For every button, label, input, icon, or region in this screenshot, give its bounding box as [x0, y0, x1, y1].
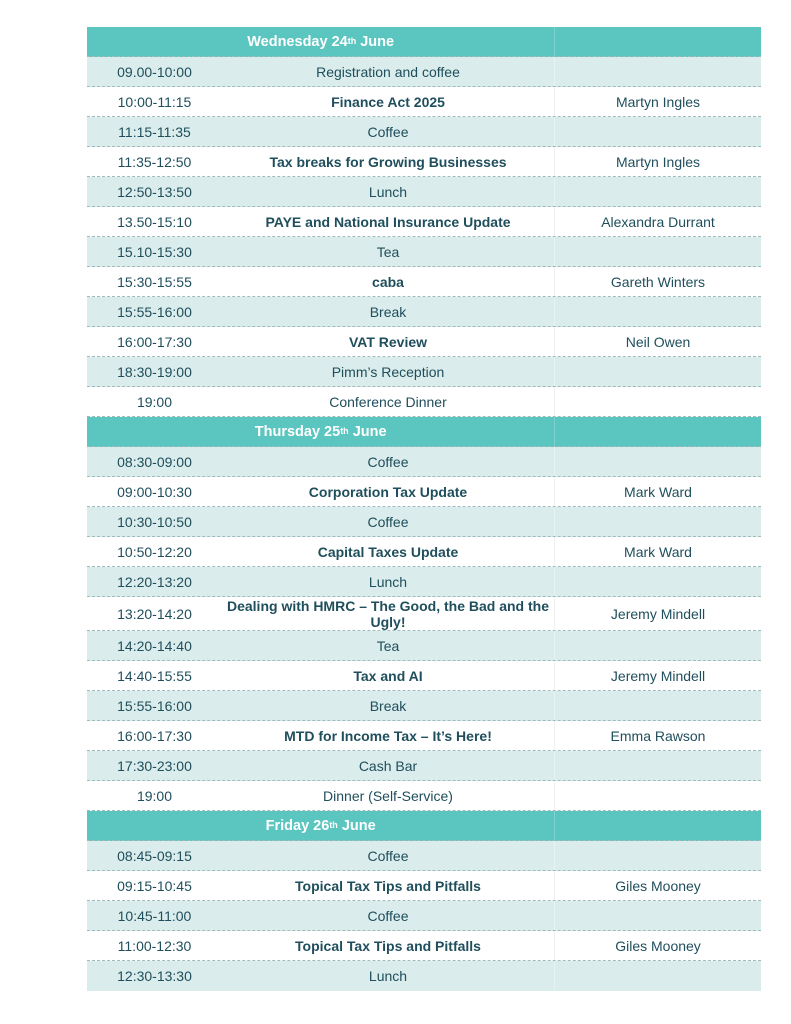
session-speaker: Martyn Ingles	[615, 153, 701, 170]
session-time: 13.50-15:10	[117, 213, 192, 230]
schedule-row	[87, 447, 761, 477]
session-title: VAT Review	[222, 327, 555, 356]
session-title: Topical Tax Tips and Pitfalls	[222, 931, 555, 960]
day-header	[87, 811, 761, 841]
session-speaker	[555, 751, 761, 780]
session-time: 11:00-12:30	[117, 937, 192, 954]
session-time: 09.00-10:00	[117, 63, 192, 80]
session-speaker: Alexandra Durrant	[601, 213, 715, 230]
session-speaker	[555, 357, 761, 386]
session-time: 19:00	[136, 393, 173, 410]
day-title: Wednesday 24 $^{th}$ June	[87, 27, 555, 56]
session-speaker: Gareth Winters	[610, 273, 706, 290]
conference-schedule-table	[87, 27, 761, 991]
session-speaker: Jeremy Mindell	[610, 605, 706, 622]
session-title: Dinner (Self-Service)	[222, 781, 555, 810]
schedule-row	[87, 721, 761, 751]
session-speaker	[555, 297, 761, 326]
session-title: Tea	[222, 631, 555, 660]
session-title: Topical Tax Tips and Pitfalls	[222, 871, 555, 900]
session-time: 18:30-19:00	[117, 363, 192, 380]
schedule-row	[87, 841, 761, 871]
day-name: Wednesday 24	[247, 33, 348, 50]
day-title: Thursday 25 $^{th}$ June	[87, 417, 555, 446]
session-time: 10:50-12:20	[117, 543, 192, 560]
schedule-row	[87, 507, 761, 537]
day-month: June	[341, 817, 376, 834]
session-title: Coffee	[222, 117, 555, 146]
header-blank-cell	[555, 811, 761, 840]
session-title: Lunch	[222, 567, 555, 596]
session-title: Tax and AI	[222, 661, 555, 690]
session-title: Dealing with HMRC – The Good, the Bad and the Ugly!	[222, 597, 555, 630]
session-time: 16:00-17:30	[117, 333, 192, 350]
session-title: Tax breaks for Growing Businesses	[222, 147, 555, 176]
session-time: 15:55-16:00	[117, 697, 192, 714]
schedule-row	[87, 631, 761, 661]
session-time: 17:30-23:00	[117, 757, 192, 774]
session-time: 15:55-16:00	[117, 303, 192, 320]
schedule-row	[87, 781, 761, 811]
session-speaker: Mark Ward	[624, 483, 692, 500]
schedule-row	[87, 871, 761, 901]
session-time: 14:40-15:55	[117, 667, 192, 684]
session-title: Capital Taxes Update	[222, 537, 555, 566]
schedule-row	[87, 237, 761, 267]
schedule-row	[87, 661, 761, 691]
session-time: 12:30-13:30	[117, 968, 192, 984]
session-time: 15:30-15:55	[117, 273, 192, 290]
session-time: 11:15-11:35	[118, 123, 191, 140]
session-speaker: Emma Rawson	[610, 727, 706, 744]
session-time: 08:45-09:15	[117, 847, 192, 864]
session-time: 08:30-09:00	[117, 453, 192, 470]
schedule-row	[87, 117, 761, 147]
session-title: PAYE and National Insurance Update	[222, 207, 555, 236]
schedule-row	[87, 901, 761, 931]
session-speaker	[555, 57, 761, 86]
session-time: 09:15-10:45	[117, 877, 192, 894]
session-speaker: Giles Mooney	[615, 937, 701, 954]
session-speaker: Mark Ward	[624, 543, 692, 560]
header-blank-cell	[555, 417, 761, 446]
session-speaker	[555, 117, 761, 146]
schedule-row	[87, 147, 761, 177]
session-title: Break	[222, 691, 555, 720]
schedule-row	[87, 477, 761, 507]
session-title: Coffee	[222, 507, 555, 536]
session-title: Cash Bar	[222, 751, 555, 780]
day-month: June	[360, 33, 395, 50]
session-speaker	[555, 567, 761, 596]
session-time: 13:20-14:20	[117, 605, 192, 622]
session-time: 10:45-11:00	[117, 907, 192, 924]
session-speaker	[555, 841, 761, 870]
schedule-row	[87, 267, 761, 297]
schedule-row	[87, 567, 761, 597]
session-speaker	[555, 631, 761, 660]
session-time: 10:30-10:50	[117, 513, 192, 530]
schedule-row	[87, 87, 761, 117]
session-title: Finance Act 2025	[222, 87, 555, 116]
session-title: Registration and coffee	[222, 57, 555, 86]
session-time: 19:00	[136, 787, 173, 804]
day-month: June	[352, 423, 387, 440]
session-time: 09:00-10:30	[117, 483, 192, 500]
schedule-row	[87, 387, 761, 417]
session-title: caba	[222, 267, 555, 296]
session-title: Corporation Tax Update	[222, 477, 555, 506]
header-blank-cell	[555, 27, 761, 56]
session-time: 10:00-11:15	[117, 93, 192, 110]
day-header	[87, 417, 761, 447]
session-speaker: Neil Owen	[625, 333, 691, 350]
session-title: Tea	[222, 237, 555, 266]
session-title: Coffee	[222, 901, 555, 930]
schedule-row	[87, 57, 761, 87]
session-title: Lunch	[222, 961, 555, 991]
session-title: Pimm’s Reception	[222, 357, 555, 386]
session-title: Lunch	[222, 177, 555, 206]
session-speaker	[555, 507, 761, 536]
session-time: 16:00-17:30	[117, 727, 192, 744]
session-time: 12:50-13:50	[117, 183, 192, 200]
session-speaker: Giles Mooney	[615, 877, 701, 894]
session-title: Conference Dinner	[222, 387, 555, 416]
session-time: 15.10-15:30	[117, 243, 192, 260]
session-speaker	[555, 781, 761, 810]
schedule-row	[87, 207, 761, 237]
session-speaker	[555, 691, 761, 720]
schedule-row	[87, 931, 761, 961]
day-header	[87, 27, 761, 57]
schedule-row	[87, 961, 761, 991]
day-name: Friday 26	[265, 817, 330, 834]
session-title: MTD for Income Tax – It’s Here!	[222, 721, 555, 750]
session-title: Coffee	[222, 447, 555, 476]
session-speaker	[555, 901, 761, 930]
session-time: 14:20-14:40	[117, 637, 192, 654]
session-speaker	[555, 177, 761, 206]
session-time: 11:35-12:50	[117, 153, 192, 170]
schedule-row	[87, 297, 761, 327]
session-speaker	[555, 447, 761, 476]
session-speaker: Jeremy Mindell	[610, 667, 706, 684]
schedule-row	[87, 691, 761, 721]
day-title: Friday 26 $^{th}$ June	[87, 811, 555, 840]
schedule-row	[87, 537, 761, 567]
session-speaker: Martyn Ingles	[615, 93, 701, 110]
session-speaker	[555, 961, 761, 991]
schedule-row	[87, 177, 761, 207]
schedule-row	[87, 597, 761, 631]
day-name: Thursday 25	[254, 423, 341, 440]
session-title: Coffee	[222, 841, 555, 870]
schedule-row	[87, 751, 761, 781]
schedule-row	[87, 327, 761, 357]
session-speaker	[555, 237, 761, 266]
session-time: 12:20-13:20	[117, 573, 192, 590]
session-title: Break	[222, 297, 555, 326]
session-speaker	[555, 387, 761, 416]
schedule-row	[87, 357, 761, 387]
